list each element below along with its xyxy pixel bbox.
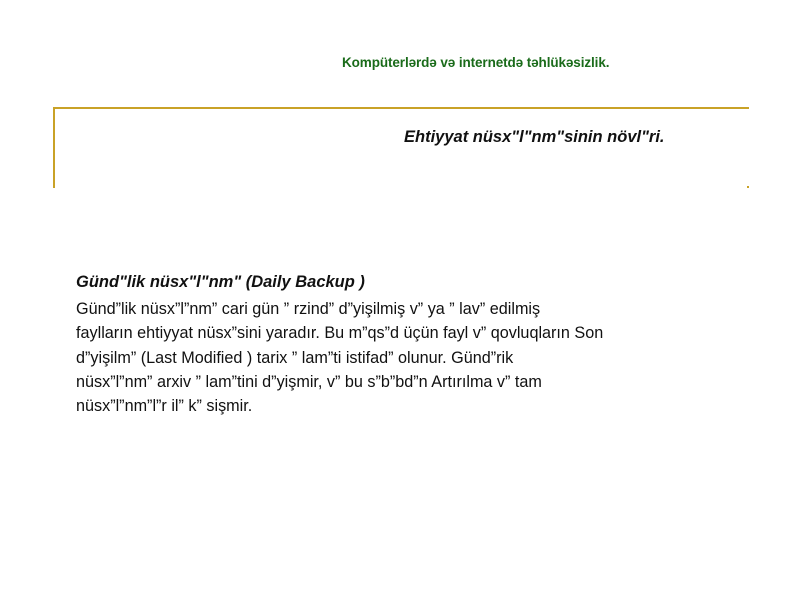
slide-subtitle: Ehtiyyat nüsx"l"nm"sinin növl"ri.: [404, 128, 665, 146]
frame-corner-dot: [747, 186, 749, 188]
body-line: d”yişilm” (Last Modified ) tarix ” lam”ti istifad” olunur. Günd”rik: [76, 348, 514, 367]
frame-left-line: [53, 107, 55, 188]
body-line: nüsx”l”nm”l”r il” k” sişmir.: [76, 397, 253, 416]
frame-top-line: [53, 107, 749, 109]
body-line: Günd”lik nüsx”l”nm” cari gün ” rzind” d”yişilmiş v” ya ” lav” edilmiş: [76, 300, 541, 318]
slide-header-title: Kompüterlərdə və internetdə təhlükəsizlik.: [342, 55, 610, 70]
body-line: nüsx”l”nm” arxiv ” lam”tini d”yişmir, v” bu s”b”bd”n Artırılma v” tam: [76, 372, 542, 391]
section-heading: Günd"lik nüsx"l"nm" (Daily Backup ): [76, 273, 365, 291]
body-paragraph: [76, 297, 756, 418]
body-line: faylların ehtiyyat nüsx”sini yaradır. Bu m”qs”d üçün fayl v” qovluqların Son: [76, 324, 604, 343]
